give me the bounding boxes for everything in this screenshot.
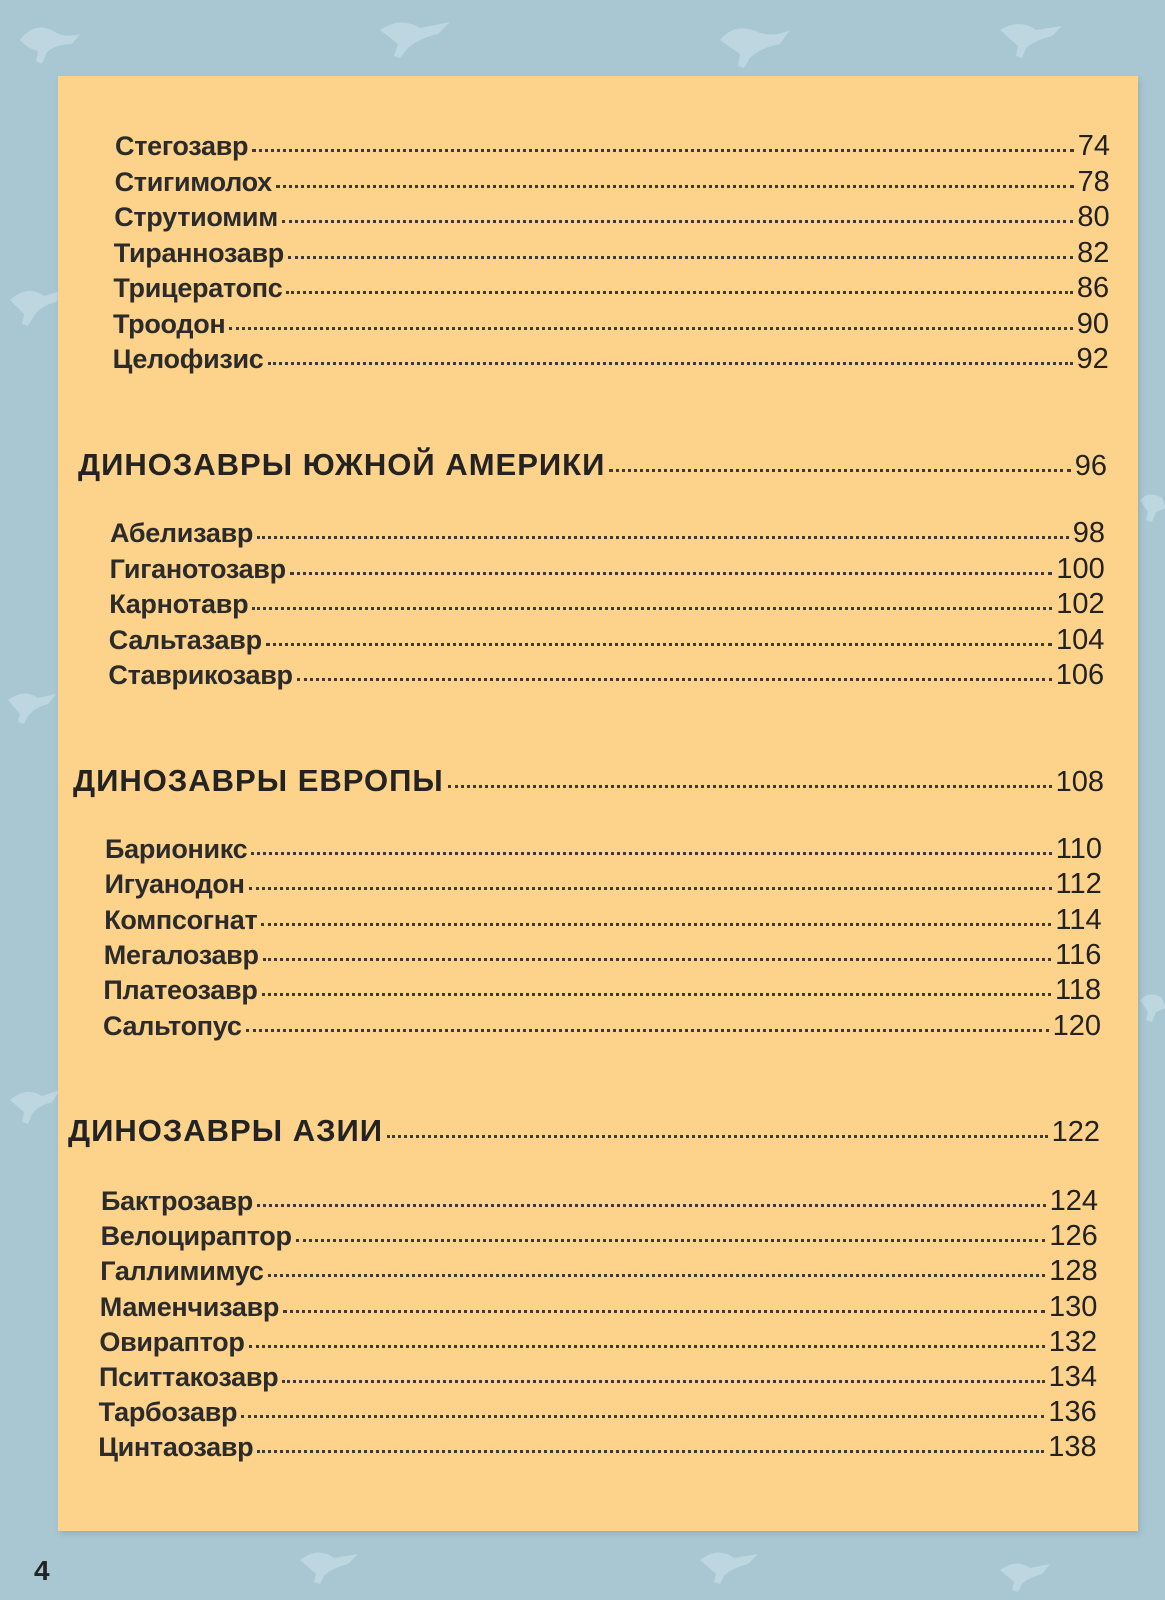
- toc-section-heading: [78, 447, 1107, 483]
- page-reference: 120: [1052, 1009, 1101, 1042]
- entry-name: Тираннозавр: [113, 237, 284, 268]
- toc-entry: [108, 659, 1104, 692]
- section-title: ДИНОЗАВРЫ ЕВРОПЫ: [73, 763, 444, 798]
- toc-entry: [105, 833, 1102, 866]
- toc-entry: [103, 1010, 1101, 1043]
- page-reference: 114: [1055, 903, 1102, 936]
- toc-entry: [104, 904, 1101, 937]
- entry-name: Барионикс: [105, 834, 248, 864]
- entry-name: Компсогнат: [104, 904, 258, 935]
- entry-name: Тарбозавр: [98, 1397, 238, 1428]
- dot-leader: [268, 362, 1073, 365]
- page-reference: 126: [1049, 1220, 1098, 1253]
- entry-name: Троодон: [113, 308, 226, 339]
- entry-name: Маменчизавр: [99, 1291, 280, 1322]
- toc-section-heading: [68, 1113, 1100, 1149]
- toc-entry: [100, 1255, 1097, 1288]
- page-reference: 74: [1077, 130, 1110, 162]
- toc-entry: [101, 1185, 1098, 1218]
- page-reference: 122: [1051, 1116, 1100, 1148]
- page-reference: 96: [1074, 450, 1107, 482]
- dot-leader: [282, 1380, 1044, 1383]
- toc-entry: [113, 308, 1109, 341]
- page-reference: 132: [1048, 1325, 1098, 1358]
- toc-entry: [114, 201, 1109, 234]
- page-reference: 124: [1049, 1185, 1098, 1217]
- page-reference: 134: [1048, 1361, 1097, 1393]
- toc-entry: [109, 588, 1104, 621]
- page-reference: 136: [1048, 1396, 1097, 1429]
- section-title: ДИНОЗАВРЫ ЮЖНОЙ АМЕРИКИ: [78, 447, 606, 482]
- dot-leader: [268, 1274, 1046, 1277]
- page-reference: 90: [1076, 307, 1109, 340]
- page-reference: 98: [1072, 517, 1105, 549]
- dot-leader: [257, 536, 1069, 539]
- toc-entry: [100, 1291, 1098, 1324]
- entry-name: Гиганотозавр: [109, 553, 286, 584]
- dot-leader: [252, 149, 1073, 152]
- dot-leader: [288, 256, 1073, 259]
- dot-leader: [296, 1239, 1046, 1242]
- toc-entry: [99, 1326, 1097, 1359]
- page-reference: 138: [1048, 1431, 1097, 1464]
- entry-name: Трицератопс: [113, 273, 283, 303]
- entry-name: Галлимимус: [100, 1256, 264, 1287]
- page-reference: 92: [1076, 343, 1109, 375]
- dot-leader: [283, 1310, 1045, 1313]
- page-reference: 80: [1077, 201, 1110, 233]
- entry-name: Стегозавр: [115, 131, 249, 161]
- entry-name: Игуанодон: [104, 869, 245, 900]
- toc-entry: [99, 1396, 1097, 1429]
- dot-leader: [282, 220, 1073, 223]
- entry-name: Мегалозавр: [103, 939, 259, 970]
- entry-name: Велоцираптор: [100, 1221, 292, 1252]
- dot-leader: [249, 887, 1052, 890]
- page-reference: 86: [1076, 272, 1110, 304]
- page-reference: 106: [1055, 659, 1105, 691]
- dot-leader: [252, 607, 1052, 610]
- page-reference: 100: [1056, 552, 1105, 585]
- entry-name: Овираптор: [99, 1326, 245, 1357]
- page-reference: 118: [1054, 974, 1102, 1007]
- page-reference: 102: [1056, 588, 1105, 620]
- page-number: 4: [34, 1555, 50, 1586]
- toc-section-heading: [73, 763, 1104, 799]
- toc-entry: [114, 237, 1110, 270]
- toc-entry: [109, 624, 1105, 657]
- page-reference: 128: [1049, 1255, 1098, 1288]
- dot-leader: [263, 958, 1051, 961]
- toc-entry: [113, 272, 1109, 305]
- dot-leader: [448, 785, 1052, 788]
- entry-name: Пситтакозавр: [99, 1362, 279, 1392]
- entry-name: Цинтаозавр: [98, 1432, 254, 1463]
- toc-entry: [115, 130, 1110, 163]
- dot-leader: [297, 678, 1052, 681]
- toc-entry: [110, 517, 1105, 550]
- toc-entry: [99, 1361, 1097, 1394]
- toc-entry: [98, 1431, 1096, 1464]
- dot-leader: [609, 469, 1070, 472]
- dot-leader: [266, 643, 1052, 646]
- dot-leader: [249, 1345, 1045, 1348]
- toc-entry: [104, 939, 1102, 972]
- entry-name: Абелизавр: [110, 518, 254, 548]
- page-reference: 116: [1055, 938, 1102, 971]
- dot-leader: [229, 327, 1072, 330]
- entry-name: Ставрикозавр: [108, 660, 293, 690]
- dot-leader: [241, 1415, 1044, 1418]
- dot-leader: [257, 1450, 1044, 1453]
- entry-name: Сальтопус: [103, 1010, 242, 1041]
- entry-name: Сальтазавр: [108, 624, 262, 655]
- page-reference: 130: [1049, 1290, 1098, 1323]
- page-reference: 108: [1055, 766, 1104, 798]
- entry-name: Целофизис: [112, 344, 264, 374]
- dot-leader: [286, 291, 1072, 294]
- toc-entry: [101, 1220, 1098, 1253]
- dot-leader: [387, 1135, 1048, 1138]
- dot-leader: [261, 923, 1051, 926]
- toc-entry: [113, 343, 1109, 376]
- page-reference: 112: [1055, 868, 1102, 901]
- page-reference: 78: [1077, 165, 1110, 198]
- dot-leader: [276, 185, 1074, 188]
- entry-name: Платеозавр: [103, 975, 258, 1006]
- page-reference: 82: [1077, 236, 1110, 269]
- dot-leader: [290, 572, 1053, 575]
- dot-leader: [262, 993, 1051, 996]
- dot-leader: [251, 852, 1051, 855]
- entry-name: Бактрозавр: [101, 1186, 253, 1216]
- toc-entry: [105, 868, 1102, 901]
- page-reference: 104: [1056, 623, 1105, 656]
- entry-name: Струтиомим: [114, 202, 278, 232]
- entry-name: Стигимолох: [114, 166, 272, 197]
- page-reference: 110: [1055, 833, 1102, 865]
- dot-leader: [257, 1204, 1046, 1207]
- toc-entry: [103, 974, 1101, 1007]
- dot-leader: [246, 1029, 1049, 1032]
- toc-entry: [115, 166, 1110, 199]
- entry-name: Карнотавр: [109, 589, 249, 619]
- section-title: ДИНОЗАВРЫ АЗИИ: [68, 1113, 384, 1148]
- toc-entry: [110, 553, 1105, 586]
